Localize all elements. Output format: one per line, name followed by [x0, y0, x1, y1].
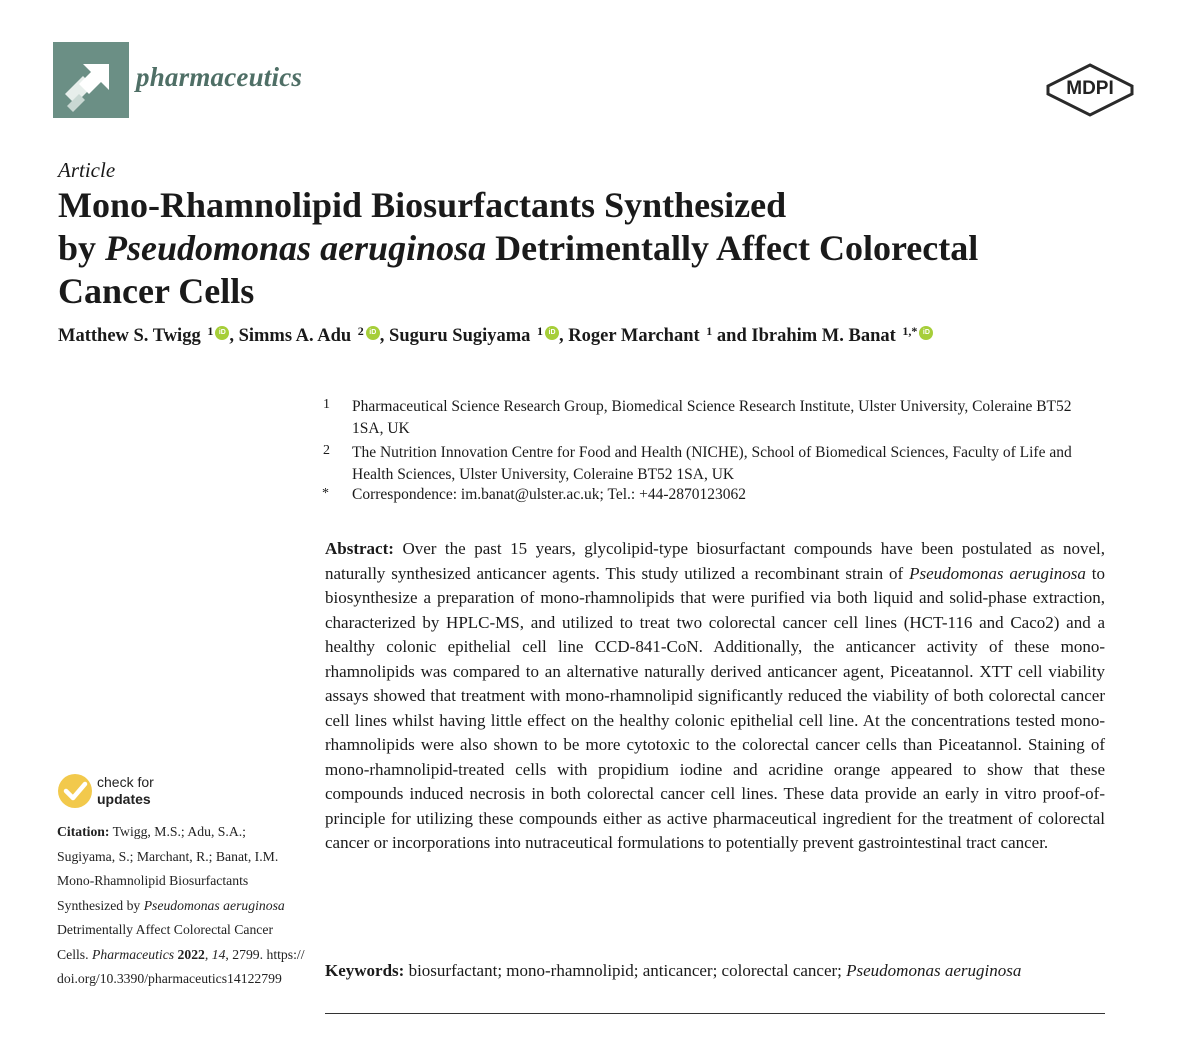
citation-doi-link[interactable]: https://doi.org/10.3390/pharmaceutics14122799: [57, 946, 305, 986]
abstract: [325, 537, 1105, 856]
keywords-species: Pseudomonas aeruginosa: [846, 961, 1022, 980]
mdpi-logo[interactable]: [1044, 62, 1136, 118]
affiliation-mark-2: 2: [323, 443, 330, 458]
author-separator: ,: [229, 326, 239, 346]
keywords-text: biosurfactant; mono-rhamnolipid; anticancer; colorectal cancer;: [408, 961, 842, 980]
author-name: Ibrahim M. Banat: [751, 326, 901, 346]
citation-pages: , 2799.: [225, 946, 264, 962]
author-affiliation-sup: 1: [706, 324, 713, 338]
author-name: Matthew S. Twigg: [58, 326, 206, 346]
section-divider: [325, 1013, 1105, 1014]
abstract-text-2: to biosynthesize a preparation of mono-rhamnolipids that were purified via both liquid and solid-phase extraction, characterized by HPLC-MS, and utilized to treat two colorectal cancer cell lines (HCT-116 and Caco2) and a healthy colonic epithelial cell line CCD-841-CoN. Additionally, the anticancer activity of these mono-rhamnolipids was compared to an alternative naturally derived anticancer agent, Piceatannol. XTT cell viability assays showed that treatment with mono-rhamnolipid significantly reduced the viability of both colorectal cancer cell lines whilst having little effect on the healthy colonic epithelial cell line. At the concentrations tested mono-rhamnolipids were also shown to be more cytotoxic to the colorectal cancer cells than Piceatannol. Staining of mono-rhamnolipid-treated cells with propidium iodine and acridine orange appeared to show that these compounds induced necrosis in both colorectal cancer cell lines. These data provide an early in vitro proof-of-principle for utilizing these compounds either as active pharmaceutical ingredient for the treatment of colorectal cancer or incorporations into nutraceutical formulations to potentially prevent gastrointestinal tract cancer.: [325, 563, 1105, 852]
abstract-text-1: Over the past 15 years, glycolipid-type biosurfactant compounds have been postulated as novel, naturally synthesized anticancer agents. This study utilized a recombinant strain of: [325, 539, 1105, 583]
author-name: Simms A. Adu: [238, 326, 356, 346]
author-name: Suguru Sugiyama: [389, 326, 536, 346]
article-title: [58, 184, 1078, 314]
title-rest: Detrimentally Affect Colorectal Cancer Cells: [58, 228, 979, 312]
citation-title-rest: Detrimentally Affect Colorectal Cancer Cells.: [57, 922, 273, 962]
title-line1: Mono-Rhamnolipid Biosurfactants Synthesized: [58, 185, 787, 225]
correspondence[interactable]: Correspondence: im.banat@ulster.ac.uk; Tel.: +44-2870123062: [352, 486, 746, 503]
article-type: Article: [58, 158, 116, 182]
author-affiliation-sup: 1,*: [902, 324, 918, 338]
citation-species: Pseudomonas aeruginosa: [143, 897, 285, 913]
author-affiliation-sup: 2: [357, 324, 364, 338]
title-by: by: [58, 228, 97, 269]
author-affiliation-sup: 1: [537, 324, 544, 338]
journal-logo: [53, 42, 129, 118]
orcid-icon[interactable]: iD: [919, 326, 933, 340]
updates-label[interactable]: updates: [97, 791, 151, 807]
keywords: [325, 959, 1125, 983]
citation-block: Citation: Twigg, M.S.; Adu, S.A.; Sugiyama, S.; Marchant, R.; Banat, I.M. Mono-Rhamnolipid Biosurfactants Synthesized by Pseudomonas aeruginosa Detrimentally Affect Colorectal Cancer Cells. Pharmaceutics 2022, 14, 2799. https://doi.org/10.3390/pharmaceutics14122799: [57, 824, 305, 986]
affiliation-2: The Nutrition Innovation Centre for Food and Health (NICHE), School of Biomedical Sciences, Faculty of Life and Health Sciences, Ulster University, Coleraine BT52 1SA, UK: [352, 444, 1072, 483]
orcid-icon[interactable]: iD: [545, 326, 559, 340]
citation-label: Citation:: [57, 824, 110, 839]
citation-volume: 14: [211, 946, 226, 962]
author-separator: ,: [559, 326, 569, 346]
keywords-label: Keywords:: [325, 961, 405, 980]
affiliation-mark-1: 1: [323, 397, 330, 412]
orcid-icon[interactable]: iD: [366, 326, 380, 340]
author-separator: and: [712, 326, 752, 346]
abstract-species: Pseudomonas aeruginosa: [909, 563, 1086, 583]
author-affiliation-sup: 1: [207, 324, 214, 338]
orcid-icon[interactable]: iD: [215, 326, 229, 340]
author-name: Roger Marchant: [568, 326, 705, 346]
mdpi-logo-text: MDPI: [1066, 78, 1114, 99]
journal-name[interactable]: pharmaceutics: [136, 62, 303, 92]
author-list: [58, 326, 933, 347]
citation-year: 2022: [177, 946, 205, 962]
abstract-label: Abstract:: [325, 539, 394, 558]
title-italic-species: Pseudomonas aeruginosa: [105, 228, 487, 269]
affiliation-mark-star: *: [322, 486, 329, 501]
author-separator: ,: [379, 326, 390, 346]
check-for-label[interactable]: check for: [97, 774, 154, 790]
affiliation-1: Pharmaceutical Science Research Group, Biomedical Science Research Institute, Ulster University, Coleraine BT52 1SA, UK: [352, 398, 1072, 437]
arrow-pill-icon: [53, 42, 129, 118]
check-for-updates-icon[interactable]: [57, 773, 93, 809]
citation-authors: Twigg, M.S.; Adu, S.A.; Sugiyama, S.; Marchant, R.; Banat, I.M. Mono-Rhamnolipid Biosurfactants Synthesized by: [57, 824, 279, 913]
citation-journal: Pharmaceutics: [91, 946, 175, 962]
